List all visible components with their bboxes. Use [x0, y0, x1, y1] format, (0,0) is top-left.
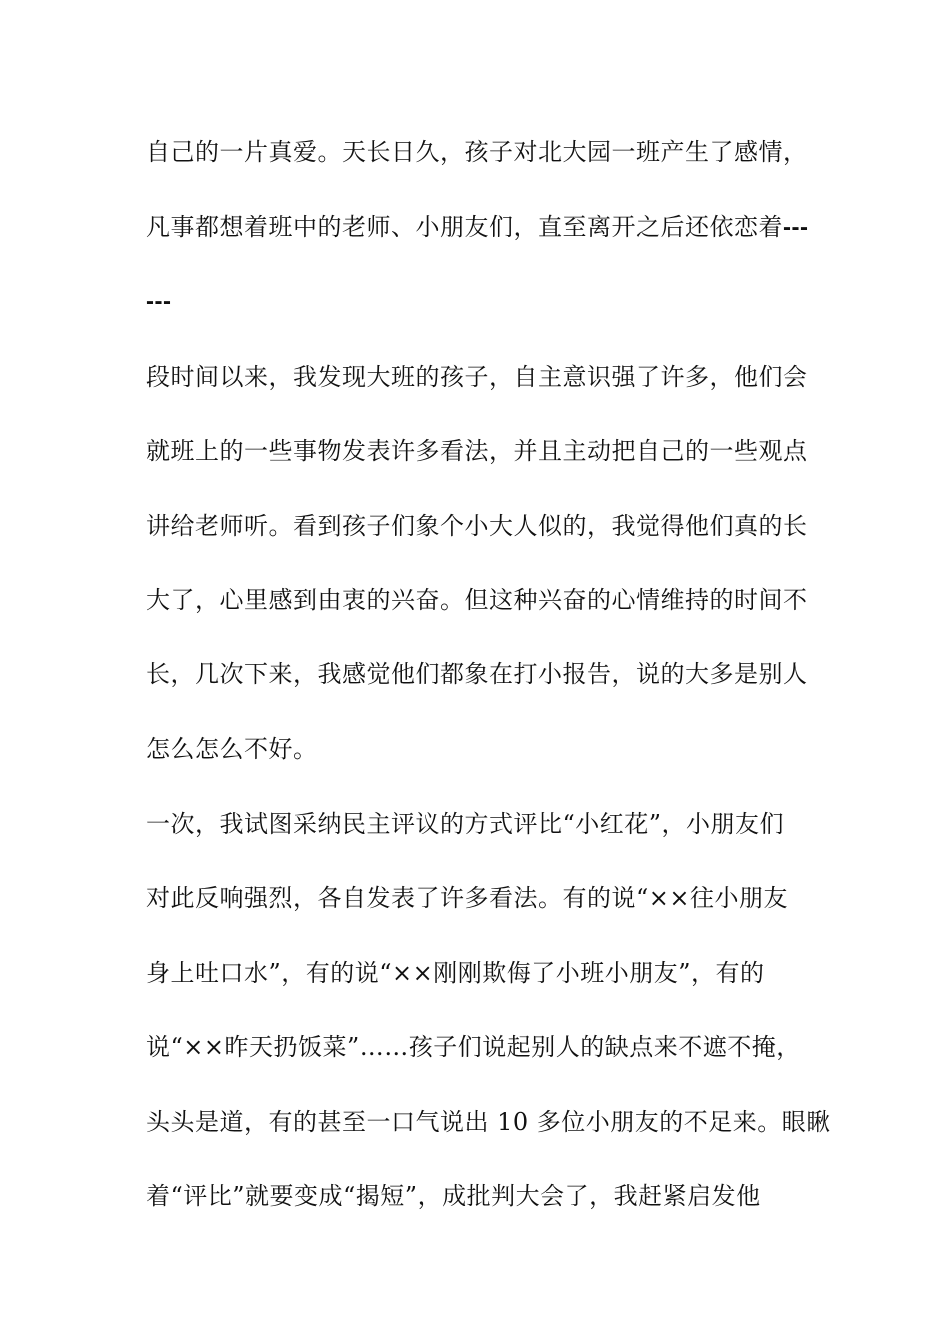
dash-mark: --- [783, 214, 809, 241]
paragraph-line [146, 883, 836, 913]
paragraph-line [146, 809, 836, 839]
paragraph-line [146, 511, 836, 541]
line-text: 怎么怎么不好。 [146, 735, 318, 763]
paragraph-line [146, 1032, 836, 1062]
paragraph-line [146, 1107, 836, 1137]
line-text: 就班上的一些事物发表许多看法，并且主动把自己的一些观点 [146, 437, 808, 465]
line-text: 凡事都想着班中的老师、小朋友们，直至离开之后还依恋着 [146, 213, 783, 241]
line-text: 段时间以来，我发现大班的孩子，自主意识强了许多，他们会 [146, 363, 808, 391]
paragraph-line [146, 958, 836, 988]
line-text: 对此反响强烈，各自发表了许多看法。有的说“××往小朋友 [146, 884, 788, 912]
line-text: 头头是道，有的甚至一口气说出 10 多位小朋友的不足来。眼瞅 [146, 1108, 831, 1136]
paragraph-line [146, 659, 836, 689]
paragraph-line [146, 362, 836, 392]
line-text: 身上吐口水”，有的说“××刚刚欺侮了小班小朋友”，有的 [146, 959, 765, 987]
line-text: 讲给老师听。看到孩子们象个小大人似的，我觉得他们真的长 [146, 512, 808, 540]
paragraph-line [146, 585, 836, 615]
line-text: 自己的一片真爱。天长日久，孩子对北大园一班产生了感情， [146, 138, 808, 166]
paragraph-line [146, 212, 836, 243]
line-text: 着“评比”就要变成“揭短”，成批判大会了，我赶紧启发他 [146, 1182, 761, 1210]
paragraph-line [146, 1181, 836, 1211]
line-text: 长，几次下来，我感觉他们都象在打小报告，说的大多是别人 [146, 660, 808, 688]
line-text: 一次，我试图采纳民主评议的方式评比“小红花”，小朋友们 [146, 810, 785, 838]
line-text: 说“××昨天扔饭菜”……孩子们说起别人的缺点来不遮不掩， [146, 1033, 801, 1061]
paragraph-line [146, 734, 836, 764]
line-text: 大了，心里感到由衷的兴奋。但这种兴奋的心情维持的时间不 [146, 586, 808, 614]
paragraph-line [146, 286, 836, 317]
paragraph-line [146, 137, 836, 167]
paragraph-line [146, 436, 836, 466]
dash-mark: --- [146, 288, 172, 315]
